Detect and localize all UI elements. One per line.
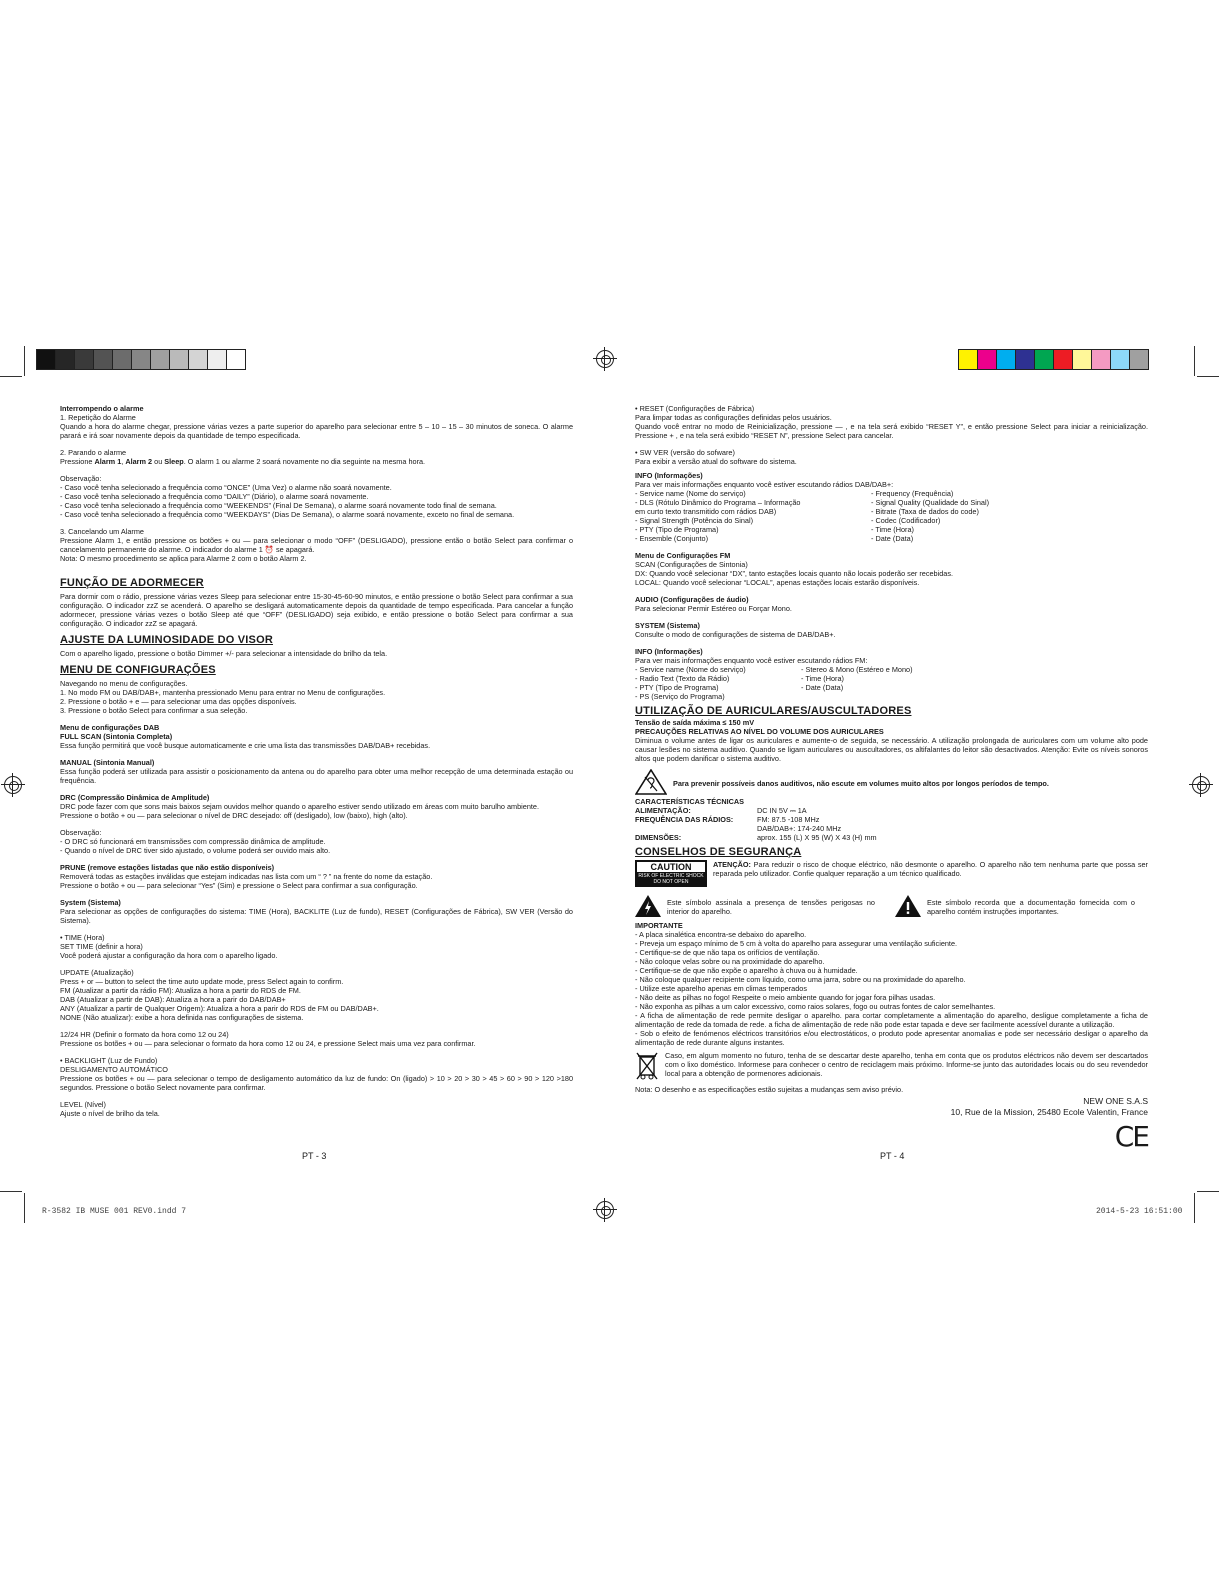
hr-line: 12/24 HR (Definir o formato da hora como 12 ou 24) [60,1030,229,1039]
reset-line: • RESET (Configurações de Fábrica) [635,404,755,413]
spec-value: aprox. 155 (L) X 95 (W) X 43 (H) mm [757,833,877,842]
level-line: LEVEL (Nível) [60,1100,106,1109]
menu-line: 2. Pressione o botão + e — para selecionar uma das opções disponíveis. [60,697,297,706]
info-dab-item: em curto texto transmitido com rádios DAB) [635,507,777,516]
page-pt4 [635,404,1148,1152]
lightning-note [635,895,875,919]
info-fm-intro: Para ver mais informações enquanto você estiver escutando rádios FM: [635,656,868,665]
ce-mark: CE [1114,1120,1148,1153]
dimmer-text: Com o aparelho ligado, pressione o botão Dimmer +/- para selecionar a intensidade do brilho da tela. [60,649,388,658]
info-fm-item: - Time (Hora) [801,674,844,683]
info-fm-item: - Service name (Nome do serviço) [635,665,746,674]
update-line: ANY (Atualizar a partir de Qualquer Origem): Atualiza a hora a parir do RDS de FM ou DAB/DAB+. [60,1004,379,1013]
color-swatch [151,350,170,369]
obs-line: - Caso você tenha selecionado a frequência como “WEEKDAYS” (Dias De Semana), o alarme soará novamente, exceto no final de semana. [60,510,515,519]
prune-title: PRUNE (remove estações listadas que não estão disponíveis) [60,863,275,872]
page-number-left: PT - 3 [302,1151,327,1161]
info-fm-item: - PTY (Tipo de Programa) [635,683,719,692]
safety-heading: CONSELHOS DE SEGURANÇA [635,846,802,858]
page-pt3 [60,404,573,1118]
color-swatch [132,350,151,369]
info-dab-item: - Ensemble (Conjunto) [635,534,709,543]
hearing-warning-text: Para prevenir possíveis danos auditivos, não escute em volumes muito altos por longos períodos de tempo. [673,778,1049,788]
info-dab-list [635,489,1148,543]
crop-mark [0,376,22,377]
crop-mark [1197,376,1219,377]
time-line: SET TIME (definir a hora) [60,942,143,951]
interrupt-subtitle: 1. Repetição do Alarme [60,413,136,422]
drc-title: DRC (Compressão Dinâmica de Amplitude) [60,793,210,802]
info-fm-list [635,665,1148,701]
spec-table [635,806,1148,842]
important-line: - Não deite as pilhas no fogo! Respeite o meio ambiente quando for jogar fora pilhas usadas. [635,993,936,1002]
stop-title: 2. Parando o alarme [60,448,127,457]
cancel-note: Nota: O mesmo procedimento se aplica para Alarme 2 com o botão Alarm 2. [60,554,307,563]
spec-value: DAB/DAB+: 174-240 MHz [757,824,842,833]
caution-sub: RISK OF ELECTRIC SHOCK [638,873,704,879]
menu-line: Navegando no menu de configurações. [60,679,188,688]
color-swatch [208,350,227,369]
caution-title: CAUTION [637,862,705,872]
update-line: FM (Atualizar a partir da rádio FM): Atualiza a hora a partir do RDS de FM. [60,986,301,995]
important-line: - Não coloque velas sobre ou na proximidade do aparelho. [635,957,825,966]
fullscan-text: Essa função permitirá que você busque automaticamente e crie uma lista das transmissões DAB/DAB+ recebidas. [60,741,431,750]
color-swatch [75,350,94,369]
spec-key: ALIMENTAÇÃO: [635,806,691,815]
caution-sub: DO NOT OPEN [653,879,689,885]
symbol-row [635,895,1148,919]
hearing-warning-icon [635,769,667,797]
crossed-bin-icon [635,1051,659,1083]
color-swatch [959,350,978,369]
backlight-line: • BACKLIGHT (Luz de Fundo) [60,1056,158,1065]
important-line: - Não exponha as pilhas a um calor excessivo, como raios solares, fogo ou outras fontes de calor semelhantes. [635,1002,996,1011]
earphones-heading: UTILIZAÇÃO DE AURICULARES/AUSCULTADORES [635,705,912,717]
color-swatch [113,350,132,369]
info-dab-item: - Bitrate (Taxa de dados do code) [871,507,979,516]
registration-mark-right [1192,776,1210,794]
color-swatch [56,350,75,369]
hr-line: Pressione os botões + ou — para selecionar o formato da hora como 12 ou 24, e pressione Select mais uma vez para confirmar. [60,1039,476,1048]
color-swatch [37,350,56,369]
fullscan-title: FULL SCAN (Sintonia Completa) [60,732,173,741]
sleep-text: Para dormir com o rádio, pressione várias vezes Sleep para selecionar entre 15-30-45-60-90 minutos, e então pressione o botão Select para confirmar a sua configuração. O indicador zzZ se acenderá. O aparelho se desligará automaticamente depois da quantidade de tempo especificada. Para cancelar a função adormecer, pressione várias vezes o botão Sleep até que “OFF” (DESLIGADO) seja exibido, e então pressione o botão Select para confirmar a sua configuração. O indicador zzZ se apagará. [60,592,573,628]
fm-line: SCAN (Configurações de Sintonia) [635,560,748,569]
company-address: 10, Rue de la Mission, 25480 Ecole Valentin, France [950,1107,1148,1117]
info-dab-item: - DLS (Rótulo Dinâmico do Programa – Informação [635,498,801,507]
dimmer-heading: AJUSTE DA LUMINOSIDADE DO VISOR [60,634,273,646]
info-dab-item: - Signal Strength (Potência do Sinal) [635,516,754,525]
dab-menu-title: Menu de configurações DAB [60,723,160,732]
drc-obs-line: - O DRC só funcionará em transmissões com compressão dinâmica de amplitude. [60,837,326,846]
spec-value: FM: 87.5 -108 MHz [757,815,820,824]
system-text: Para selecionar as opções de configurações do sistema: TIME (Hora), BACKLITE (Luz de fundo), RESET (Configurações de Fábrica), SW VER (Versão do Sistema). [60,907,573,925]
ce-mark-icon [635,1122,1148,1152]
color-swatch [1016,350,1035,369]
slug-date: 2014-5-23 16:51:00 [1096,1207,1183,1216]
interrupt-text: Quando a hora do alarme chegar, pressione várias vezes a parte superior do aparelho para selecionar entre 5 – 10 – 15 – 30 minutos de soneca. O alarme parará e irá soar novamente depois da quantidade de tempo especificada. [60,422,573,440]
update-line: Press + or — button to select the time auto update mode, press Select again to confirm. [60,977,344,986]
prune-text: Removerá todas as estações inválidas que estejam indicadas nas lista com um “ ? ” na frente do nome da estação. [60,872,433,881]
info-dab-item: - PTY (Tipo de Programa) [635,525,719,534]
weee-text: Caso, em algum momento no futuro, tenha de se descartar deste aparelho, tenha em conta que os produtos eléctricos não devem ser descartados com o lixo doméstico. Informese para conhecer o centro de reciclagem mais próximo. Informe-se junto das autoridades locais ou do seu revendedor local para a obtenção de pormenores adicionais. [665,1051,1148,1078]
exclamation-note [895,895,1135,919]
spec-key: FREQUÊNCIA DAS RÁDIOS: [635,815,734,824]
registration-mark-left [4,776,22,794]
fm-line: DX: Quando você selecionar “DX”, tanto estações locais quanto não locais poderão ser recebidas. [635,569,954,578]
info-dab-item: - Signal Quality (Qualidade do Sinal) [871,498,990,507]
note-text: Nota: O desenho e as especificações estão sujeitas a mudanças sem aviso prévio. [635,1085,904,1094]
important-line: - Não coloque qualquer recipiente com líquido, como uma jarra, sobre ou na proximidade do aparelho. [635,975,966,984]
manual-title: MANUAL (Sintonia Manual) [60,758,155,767]
info-fm-title: INFO (Informações) [635,647,703,656]
color-swatch [1073,350,1092,369]
drc-text-2: Pressione o botão + ou — para selecionar o nível de DRC desejado: off (desligado), low (baixo), high (alto). [60,811,408,820]
color-swatch [94,350,113,369]
weee-row [635,1051,1148,1083]
color-swatch [189,350,208,369]
important-line: - Certifique-se de que não tapa os orifícios de ventilação. [635,948,820,957]
crop-mark [24,346,25,376]
prune-text-2: Pressione o botão + ou — para selecionar “Yes” (Sim) e pressione o Select para confirmar a sua configuração. [60,881,418,890]
cancel-title: 3. Cancelando um Alarme [60,527,144,536]
color-swatch [1092,350,1111,369]
important-line: - A placa sinalética encontra-se debaixo do aparelho. [635,930,807,939]
update-line: NONE (Não atualizar): exibe a hora definida nas configurações de sistema. [60,1013,304,1022]
info-dab-item: - Time (Hora) [871,525,914,534]
audio-title: AUDIO (Configurações de áudio) [635,595,749,604]
interrupt-title: Interrompendo o alarme [60,404,144,413]
swver-line: • SW VER (versão do sofware) [635,448,735,457]
reset-line: Quando você entrar no modo de Reinicialização, pressione — , e na tela será exibido “RESET Y”, e então pressione Select para iniciar a reinicialização. Pressione + , e na tela será exibido “RESET N”, pressione Select para cancelar. [635,422,1148,440]
info-fm-item: - PS (Serviço do Programa) [635,692,725,701]
slug-file: R-3582 IB MUSE 001 REV0.indd 7 [42,1207,187,1216]
hearing-warning [635,769,1148,797]
ear-text: Diminua o volume antes de ligar os auriculares e aumente-o de seguida, se necessário. A utilização prolongada de auriculares com um volume alto pode causar lesões no sistema auditivo. Quando se ligam auriculares ou auscultadores, os altifalantes do leitor são desactivados. Atenção: Evite os níveis sonoros altos que podem danificar o sistema auditivo. [635,736,1148,763]
obs-line: - Caso você tenha selecionado a frequência como “ONCE” (Uma Vez) o alarme não soará novamente. [60,483,392,492]
important-line: - Preveja um espaço mínimo de 5 cm à volta do aparelho para assegurar uma ventilação suficiente. [635,939,958,948]
fm-line: LOCAL: Quando você selecionar “LOCAL”, apenas estações locais estarão disponíveis. [635,578,920,587]
caution-label [635,860,707,887]
important-line: - Sob o efeito de fenómenos eléctricos transitórios e/ou electrostáticos, o produto pode apresentar anomalias e pode ser necessário desligar o aparelho da alimentação de rede durante alguns instantes. [635,1029,1148,1047]
caution-row [635,860,1148,887]
ear-sub2: PRECAUÇÕES RELATIVAS AO NÍVEL DO VOLUME DOS AURICULARES [635,727,884,736]
level-line: Ajuste o nível de brilho da tela. [60,1109,160,1118]
manual-text: Essa função poderá ser utilizada para assistir o posicionamento da antena ou do aparelho para obter uma melhor recepção de uma determinada estação ou frequência. [60,767,573,785]
system-title-fm: SYSTEM (Sistema) [635,621,700,630]
info-fm-item: - Stereo & Mono (Estéreo e Mono) [801,665,913,674]
important-line: - Certifique-se de que não expõe o aparelho à chuva ou à humidade. [635,966,858,975]
page-number-right: PT - 4 [880,1151,905,1161]
cancel-text: Pressione Alarm 1, e então pressione os botões + ou — para selecionar o modo “OFF” (DESLIGADO), pressione então o botão Select para confirmar o cancelamento permanente do alarme. O indicador do alarme 1 ⏰ se apagará. [60,536,573,554]
obs-line: - Caso você tenha selecionado a frequência como “DAILY” (Diário), o alarme soará novamente. [60,492,369,501]
exclamation-triangle-icon [895,895,921,919]
drc-obs-title: Observação: [60,828,102,837]
important-line: - A ficha de alimentação de rede permite desligar o aparelho. para cortar completamente a alimentação do aparelho, desligue completamente a ficha de alimentação de rede da tomada de rede. a ficha de alimentação de rede não pode estar tapada e deve ser facilmente acessível durante a utilização. [635,1011,1148,1029]
spec-value: DC IN 5V ⎓ 1A [757,806,807,815]
important-line: - Utilize este aparelho apenas em climas temperados [635,984,807,993]
color-swatch [1054,350,1073,369]
info-dab-item: - Codec (Codificador) [871,516,941,525]
fm-menu-title: Menu de Configurações FM [635,551,731,560]
company-name: NEW ONE S.A.S [1083,1096,1148,1106]
menu-line: 3. Pressione o botão Select para confirmar a sua seleção. [60,706,248,715]
crop-mark [24,1193,25,1223]
color-swatch [1130,350,1148,369]
system-title: System (Sistema) [60,898,121,907]
exclamation-text: Este símbolo recorda que a documentação fornecida com o aparelho contém instruções importantes. [927,898,1135,916]
crop-mark [1194,346,1195,376]
crop-mark [0,1191,22,1192]
swver-line: Para exibir a versão atual do software do sistema. [635,457,797,466]
color-swatch [997,350,1016,369]
drc-obs-line: - Quando o nível de DRC tiver sido ajustado, o volume poderá ser ouvido mais alto. [60,846,331,855]
info-fm-item: - Date (Data) [801,683,844,692]
backlight-line: DESLIGAMENTO AUTOMÁTICO [60,1065,168,1074]
color-swatch [1035,350,1054,369]
spec-title: CARACTERÍSTICAS TÉCNICAS [635,797,745,806]
reset-line: Para limpar todas as configurações definidas pelos usuários. [635,413,832,422]
menu-heading: MENU DE CONFIGURAÇÕES [60,664,216,676]
system-text-fm: Consulte o modo de configurações de sistema de DAB/DAB+. [635,630,836,639]
info-intro: Para ver mais informações enquanto você estiver escutando rádios DAB/DAB+: [635,480,894,489]
important-title: IMPORTANTE [635,921,683,930]
ear-sub1: Tensão de saída máxima ≤ 150 mV [635,718,755,727]
color-swatch [227,350,245,369]
crop-mark [1194,1193,1195,1223]
crop-mark [1197,1191,1219,1192]
stop-text: Pressione Alarm 1, Alarm 2 ou Sleep. O alarm 1 ou alarme 2 soará novamente no dia seguinte na mesma hora. [60,457,426,466]
spec-key [635,824,757,833]
info-dab-item: - Date (Data) [871,534,914,543]
lightning-text: Este símbolo assinala a presença de tensões perigosas no interior do aparelho. [667,898,875,916]
info-fm-item: - Radio Text (Texto da Rádio) [635,674,730,683]
menu-line: 1. No modo FM ou DAB/DAB+, mantenha pressionado Menu para entrar no Menu de configurações. [60,688,386,697]
color-swatch [1111,350,1130,369]
time-line: • TIME (Hora) [60,933,105,942]
time-line: Você poderá ajustar a configuração da hora com o aparelho ligado. [60,951,278,960]
update-line: DAB (Atualizar a partir de DAB): Atualiza a hora a parir do DAB/DAB+ [60,995,286,1004]
color-swatch [170,350,189,369]
color-swatches [958,349,1149,370]
grayscale-swatches [36,349,246,370]
audio-text: Para selecionar Permir Estéreo ou Forçar Mono. [635,604,792,613]
info-dab-item: - Frequency (Frequência) [871,489,954,498]
attention-text: ATENÇÃO: Para reduzir o risco de choque eléctrico, não desmonte o aparelho. O aparelho não tem nenhuma parte que possa ser reparada pelo utilizador. Confie qualquer reparação a um técnico qualificado. [713,860,1148,878]
drc-text: DRC pode fazer com que sons mais baixos sejam ouvidos melhor quando o aparelho estiver sendo utilizado em áreas com muito barulho ambiente. [60,802,540,811]
lightning-triangle-icon [635,895,661,919]
sleep-heading: FUNÇÃO DE ADORMECER [60,577,204,589]
info-dab-item: - Service name (Nome do serviço) [635,489,746,498]
color-swatch [978,350,997,369]
spec-key: DIMENSÕES: [635,833,682,842]
backlight-line: Pressione os botões + ou — para selecionar o tempo de desligamento automático da luz de fundo: On (ligado) > 10 > 20 > 30 > 45 > 60 > 90 > 120 >180 segundos. Pressione o botão Select novamente para confirmar. [60,1074,573,1092]
obs-title: Observação: [60,474,102,483]
registration-mark-bottom [596,1201,614,1219]
update-line: UPDATE (Atualização) [60,968,134,977]
obs-line: - Caso você tenha selecionado a frequência como “WEEKENDS” (Final De Semana), o alarme soará novamente todo final de semana. [60,501,497,510]
registration-mark-top [596,350,614,368]
info-title: INFO (Informações) [635,471,703,480]
